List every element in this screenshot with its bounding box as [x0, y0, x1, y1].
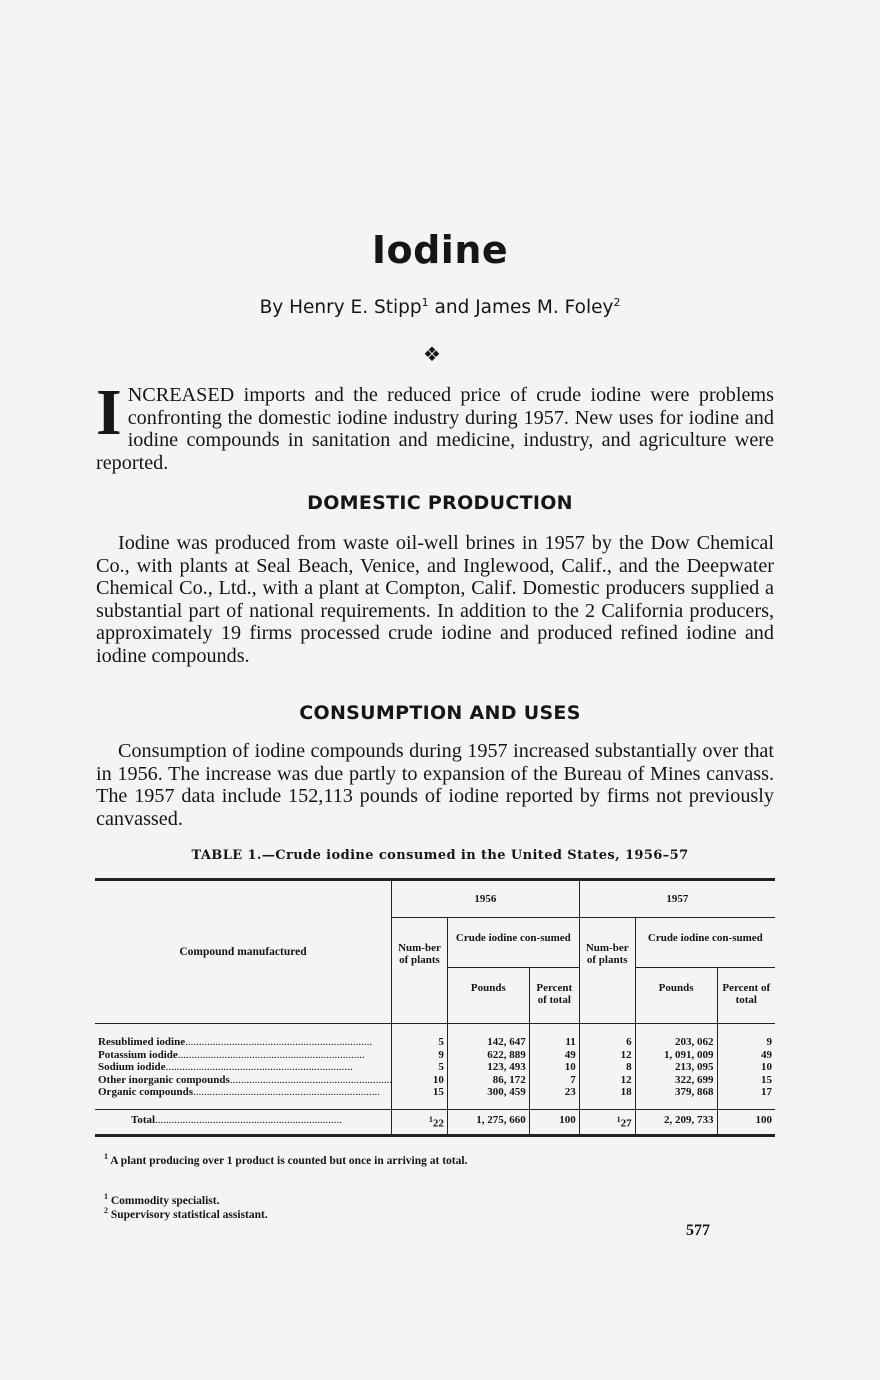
author-2: James M. Foley: [475, 297, 614, 319]
cell-plants-1956: 5: [392, 1036, 448, 1049]
cell-plants-1956: 10: [392, 1074, 448, 1087]
cell-plants-1957: 8: [579, 1061, 635, 1074]
cell-percent-1956: 10: [529, 1061, 579, 1074]
author-1: Henry E. Stipp: [289, 297, 422, 319]
header-pounds-1956: Pounds: [447, 968, 529, 1024]
cell-pounds-1956: 622, 889: [447, 1049, 529, 1062]
cell-pounds-1957: 379, 868: [635, 1086, 717, 1099]
byline-conjunction: and: [434, 297, 470, 319]
total-plants-1956: 22: [432, 1117, 444, 1130]
ornament-icon: ❖: [423, 342, 441, 366]
footnote-2-mark: 2: [104, 1206, 108, 1215]
total-plants-1957: 27: [620, 1117, 632, 1130]
cell-pounds-1956: 142, 647: [447, 1036, 529, 1049]
header-percent-1957: Percent of total: [717, 968, 775, 1024]
cell-plants-1956: 5: [392, 1061, 448, 1074]
header-consumed-1956: Crude iodine con-sumed: [447, 918, 579, 968]
table-row: [95, 1086, 775, 1099]
page-number: 577: [686, 1222, 710, 1239]
cell-pounds-1957: 213, 095: [635, 1061, 717, 1074]
cell-percent-1957: 9: [766, 1036, 772, 1048]
drop-cap: I: [96, 376, 122, 449]
total-percent-1957: 100: [717, 1109, 775, 1135]
footnote-1-mark: 1: [104, 1192, 108, 1201]
row-label: Organic compounds: [98, 1086, 194, 1098]
header-plants-1957: Num-ber of plants: [579, 918, 635, 1024]
table-footnote: [104, 1152, 467, 1167]
domestic-production-paragraph: Iodine was produced from waste oil-well brines in 1957 by the Dow Chemical Co., with plants at Seal Beach, Venice, and Inglewood, Calif., and the Deepwater Chemical Co., Ltd., with a plant at Compton, Calif. Domestic producers supplied a substantial part of national requirements. In addition to the 2 California producers, approximately 19 firms processed crude iodine and produced refined iodine and iodine compounds.: [96, 532, 774, 667]
total-plants-1957-mark: 1: [616, 1114, 621, 1124]
cell-pounds-1956: 86, 172: [447, 1074, 529, 1087]
section-heading-domestic-production: DOMESTIC PRODUCTION: [307, 492, 573, 514]
total-plants-1956-mark: 1: [428, 1114, 433, 1124]
table-footnote-mark: 1: [104, 1152, 108, 1161]
table-caption: TABLE 1.—Crude iodine consumed in the United States, 1956–57: [191, 848, 689, 863]
table-row: [95, 1061, 775, 1074]
footnote-2: [104, 1206, 268, 1221]
row-label: Resublimed iodine: [98, 1036, 186, 1048]
cell-pounds-1957: 322, 699: [635, 1074, 717, 1087]
cell-percent-1957: 17: [761, 1086, 772, 1098]
header-year-1956: 1956: [392, 880, 580, 918]
cell-plants-1956: 9: [392, 1049, 448, 1062]
iodine-consumption-table: [95, 878, 775, 1137]
header-compound: Compound manufactured: [95, 880, 392, 1024]
table-footnote-text: A plant producing over 1 product is counted but once in arriving at total.: [110, 1154, 468, 1167]
cell-plants-1956: 15: [392, 1086, 448, 1099]
cell-percent-1956: 49: [529, 1049, 579, 1062]
author-2-footnote-mark: 2: [613, 296, 621, 309]
table-total-row: [95, 1109, 775, 1135]
cell-pounds-1957: 203, 062: [635, 1036, 717, 1049]
footnote-1-text: Commodity specialist.: [110, 1194, 220, 1207]
cell-plants-1957: 6: [579, 1036, 635, 1049]
cell-pounds-1957: 1, 091, 009: [635, 1049, 717, 1062]
header-plants-1956: Num-ber of plants: [392, 918, 448, 1024]
section-heading-consumption: CONSUMPTION AND USES: [299, 702, 581, 724]
footnote-1: [104, 1192, 219, 1207]
byline-prefix: By: [259, 297, 284, 319]
total-pounds-1956: 1, 275, 660: [447, 1109, 529, 1135]
row-label: Sodium iodide: [98, 1061, 166, 1073]
consumption-paragraph: Consumption of iodine compounds during 1957 increased substantially over that in 1956. The increase was due partly to expansion of the Bureau of Mines canvass. The 1957 data include 152,113 pounds of iodine reported by firms not previously canvassed.: [96, 740, 774, 830]
page-title: Iodine: [371, 228, 509, 272]
header-percent-1956: Percent of total: [529, 968, 579, 1024]
cell-percent-1957: 15: [761, 1073, 772, 1086]
intro-text: NCREASED imports and the reduced price of crude iodine were problems confronting the domestic iodine industry during 1957. New uses for iodine and iodine compounds in sanitation and medicine, industry, and agriculture were reported.: [96, 384, 774, 474]
cell-pounds-1956: 123, 493: [447, 1061, 529, 1074]
footnote-2-text: Supervisory statistical assistant.: [110, 1208, 268, 1221]
cell-percent-1956: 7: [529, 1074, 579, 1087]
byline: [0, 296, 880, 318]
total-pounds-1957: 2, 209, 733: [635, 1109, 717, 1135]
header-consumed-1957: Crude iodine con-sumed: [635, 918, 775, 968]
author-1-footnote-mark: 1: [421, 296, 429, 309]
intro-paragraph: [96, 376, 774, 474]
cell-plants-1957: 12: [579, 1049, 635, 1062]
cell-percent-1956: 11: [529, 1036, 579, 1049]
cell-pounds-1956: 300, 459: [447, 1086, 529, 1099]
cell-percent-1956: 23: [529, 1086, 579, 1099]
cell-plants-1957: 18: [579, 1086, 635, 1099]
header-pounds-1957: Pounds: [635, 968, 717, 1024]
cell-percent-1957: 49: [761, 1048, 772, 1061]
cell-percent-1957: 10: [761, 1061, 772, 1073]
row-label: Potassium iodide: [98, 1048, 178, 1061]
table-row: [95, 1036, 775, 1049]
cell-plants-1957: 12: [579, 1074, 635, 1087]
table-row: [95, 1074, 775, 1087]
table-row: [95, 1049, 775, 1062]
row-label: Other inorganic compounds: [98, 1073, 230, 1086]
header-year-1957: 1957: [666, 893, 689, 905]
total-label: Total: [131, 1113, 156, 1126]
total-percent-1956: 100: [529, 1109, 579, 1135]
